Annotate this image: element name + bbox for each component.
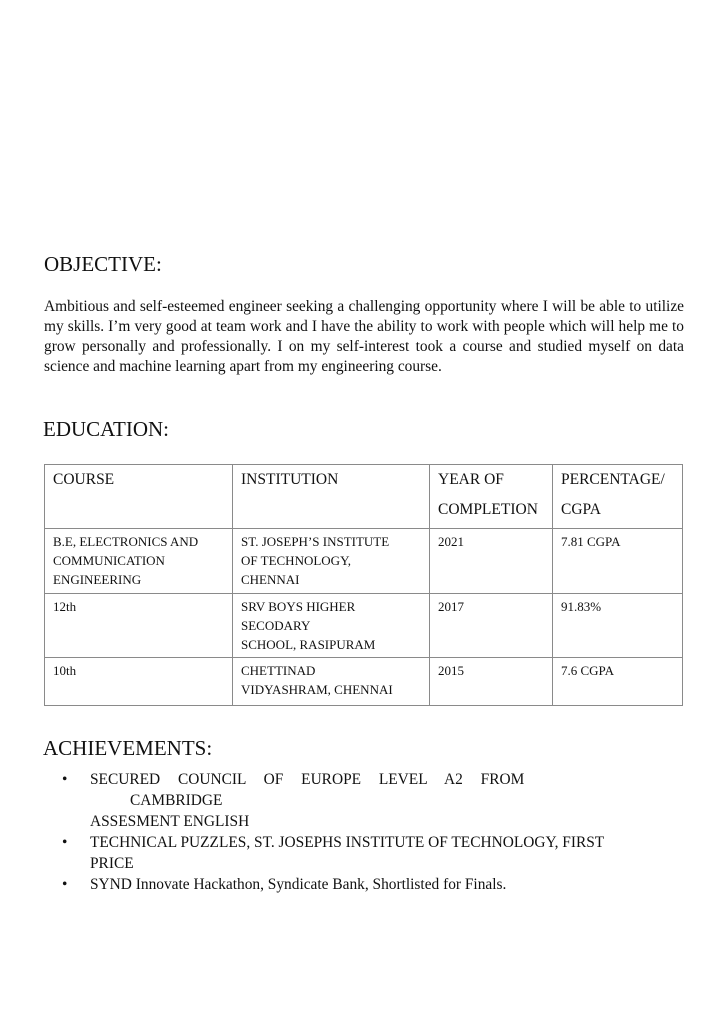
table-row bbox=[45, 594, 683, 658]
header-text: PERCENTAGE/ bbox=[561, 471, 665, 488]
achievements-heading: ACHIEVEMENTS: bbox=[43, 736, 213, 760]
cell-text: 10th bbox=[53, 663, 77, 678]
cell-score: 7.6 CGPA bbox=[553, 658, 683, 706]
cell-text: ST. JOSEPH’S INSTITUTE bbox=[241, 534, 390, 549]
cell-year: 2017 bbox=[430, 594, 553, 658]
header-text: CGPA bbox=[561, 501, 601, 518]
objective-paragraph: Ambitious and self-esteemed engineer seeking a challenging opportunity where I will be able to utilize my skills. I’m very good at team work and I have the ability to work with people which will help me to grow personally and professionally. I on my self-interest took a course and studied myself on data science and machine learning apart from my engineering course. bbox=[44, 298, 684, 375]
header-text: COMPLETION bbox=[438, 501, 538, 518]
table-row bbox=[45, 529, 683, 594]
cell-institution bbox=[233, 594, 430, 658]
column-header-institution bbox=[233, 465, 430, 529]
bullet-icon: • bbox=[62, 876, 68, 893]
table-header-row bbox=[45, 465, 683, 529]
cell-year: 2021 bbox=[430, 529, 553, 594]
header-text bbox=[241, 495, 421, 525]
cell-text: CHENNAI bbox=[241, 572, 300, 587]
cell-text: VIDYASHRAM, CHENNAI bbox=[241, 682, 393, 697]
cell-text: OF TECHNOLOGY, bbox=[241, 553, 352, 568]
list-item bbox=[60, 832, 680, 874]
cell-text: SCHOOL, RASIPURAM bbox=[241, 637, 376, 652]
list-item bbox=[60, 769, 680, 832]
column-header-score bbox=[553, 465, 683, 529]
cell-text: CHETTINAD bbox=[241, 663, 316, 678]
list-item bbox=[60, 874, 680, 895]
achievement-text: ASSESMENT ENGLISH bbox=[90, 813, 250, 830]
cell-text: B.E, ELECTRONICS AND bbox=[53, 534, 199, 549]
bullet-icon: • bbox=[62, 771, 68, 788]
cell-text: ENGINEERING bbox=[53, 572, 142, 587]
achievement-text: TECHNICAL PUZZLES, ST. JOSEPHS INSTITUTE OF TECHNOLOGY, FIRST bbox=[90, 834, 605, 851]
bullet-icon: • bbox=[62, 834, 68, 851]
cell-course bbox=[45, 658, 233, 706]
achievements-list bbox=[60, 769, 680, 895]
header-text: COURSE bbox=[53, 471, 115, 488]
cell-score: 7.81 CGPA bbox=[553, 529, 683, 594]
column-header-year bbox=[430, 465, 553, 529]
header-text bbox=[53, 495, 224, 525]
header-text: INSTITUTION bbox=[241, 471, 339, 488]
achievement-text: PRICE bbox=[90, 855, 134, 872]
cell-text: 12th bbox=[53, 599, 77, 614]
achievement-text: SECURED COUNCIL OF EUROPE LEVEL A2 FROM bbox=[90, 771, 525, 788]
header-text: YEAR OF bbox=[438, 471, 504, 488]
cell-course bbox=[45, 529, 233, 594]
achievement-text: CAMBRIDGE bbox=[130, 792, 223, 809]
cell-year: 2015 bbox=[430, 658, 553, 706]
education-heading: EDUCATION: bbox=[43, 417, 169, 441]
cell-text: SECODARY bbox=[241, 618, 311, 633]
table-row bbox=[45, 658, 683, 706]
objective-heading: OBJECTIVE: bbox=[44, 252, 162, 276]
achievement-text: SYND Innovate Hackathon, Syndicate Bank, Shortlisted for Finals. bbox=[90, 876, 507, 893]
cell-institution bbox=[233, 658, 430, 706]
cell-course bbox=[45, 594, 233, 658]
education-table bbox=[44, 464, 683, 706]
cell-text: SRV BOYS HIGHER bbox=[241, 599, 356, 614]
column-header-course bbox=[45, 465, 233, 529]
cell-score: 91.83% bbox=[553, 594, 683, 658]
cell-institution bbox=[233, 529, 430, 594]
cell-text: COMMUNICATION bbox=[53, 553, 165, 568]
